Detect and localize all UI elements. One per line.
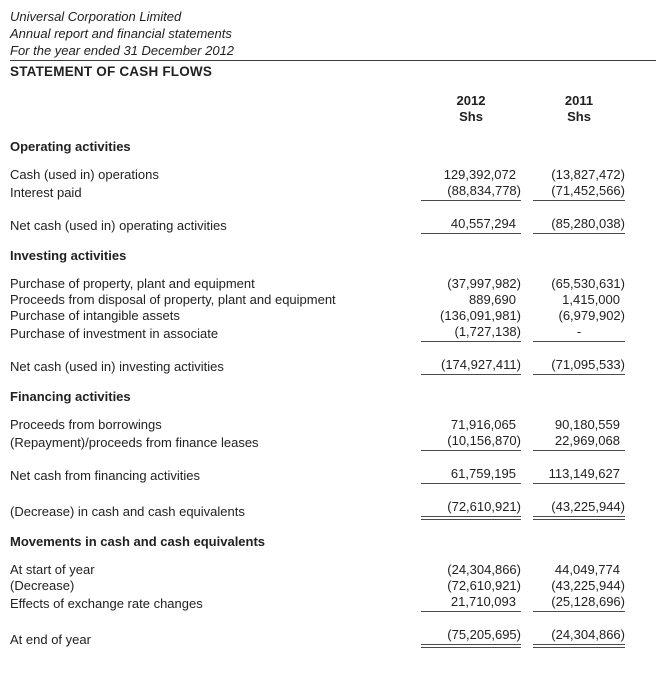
row-value-2011: (71,095,533) [533, 357, 625, 375]
row-value-2011: (6,979,902) [558, 308, 625, 323]
statement-section [10, 248, 656, 375]
row-label: At end of year [10, 632, 91, 647]
company-name: Universal Corporation Limited [10, 9, 182, 24]
row-label: Effects of exchange rate changes [10, 596, 203, 611]
row-value-2012: (136,091,981) [440, 308, 521, 323]
row-value-2012: 129,392,072 [443, 167, 516, 182]
section-rows [10, 562, 656, 648]
column-unit-2012: Shs [459, 109, 483, 124]
statement-row [10, 167, 625, 183]
row-label: Purchase of investment in associate [10, 326, 219, 341]
period-line: For the year ended 31 December 2012 [10, 43, 235, 58]
row-value-2011: 90,180,559 [554, 417, 620, 432]
section-heading: Financing activities [10, 389, 131, 404]
statement-row [10, 324, 625, 342]
row-value-2011: 22,969,068 [533, 433, 625, 451]
statement-body [10, 139, 656, 648]
row-value-2011: (25,128,696) [533, 594, 625, 612]
section-rows [10, 276, 656, 375]
row-value-2011: (24,304,866) [533, 627, 625, 648]
statement-row [10, 466, 625, 484]
row-value-2012: 71,916,065 [450, 417, 516, 432]
statement-row [10, 578, 625, 594]
row-label: Proceeds from disposal of property, plant and equipment [10, 292, 336, 307]
row-value-2011: (13,827,472) [551, 167, 625, 182]
statement-row [10, 627, 625, 648]
section-heading: Movements in cash and cash equivalents [10, 534, 266, 549]
report-name: Annual report and financial statements [10, 26, 232, 41]
row-value-2012: (72,610,921) [447, 578, 521, 593]
row-label: Purchase of property, plant and equipment [10, 276, 255, 291]
row-label: At start of year [10, 562, 95, 577]
page-title: STATEMENT OF CASH FLOWS [10, 64, 213, 79]
statement-row [10, 183, 625, 201]
column-year-2011: 2011 [564, 93, 594, 108]
statement-row [10, 594, 625, 612]
row-label: Proceeds from borrowings [10, 417, 162, 432]
statement-row [10, 292, 625, 308]
row-value-2012: 61,759,195 [421, 466, 521, 484]
column-year-2012: 2012 [456, 93, 486, 108]
row-label: (Repayment)/proceeds from finance leases [10, 435, 259, 450]
row-value-2011: 1,415,000 [562, 292, 620, 307]
row-value-2012: 889,690 [469, 292, 516, 307]
row-label: (Decrease) in cash and cash equivalents [10, 504, 245, 519]
row-value-2011: (65,530,631) [551, 276, 625, 291]
row-label: Net cash from financing activities [10, 468, 201, 483]
statement-row [10, 499, 625, 520]
document-header [10, 8, 656, 80]
row-value-2012: (88,834,778) [421, 183, 521, 201]
row-label: Net cash (used in) operating activities [10, 218, 227, 233]
column-unit-2011: Shs [567, 109, 591, 124]
statement-row [10, 357, 625, 375]
row-value-2012: 40,557,294 [421, 216, 521, 234]
row-value-2011: - [533, 324, 625, 342]
row-value-2012: (174,927,411) [421, 357, 521, 375]
statement-row [10, 433, 625, 451]
column-headers [10, 93, 625, 125]
row-value-2011: (85,280,038) [533, 216, 625, 234]
statement-section [10, 534, 656, 648]
statement-row [10, 276, 625, 292]
section-heading: Investing activities [10, 248, 127, 263]
row-value-2012: (75,205,695) [421, 627, 521, 648]
row-label: Interest paid [10, 185, 82, 200]
statement-section [10, 139, 656, 234]
row-value-2012: 21,710,093 [421, 594, 521, 612]
row-label: Net cash (used in) investing activities [10, 359, 224, 374]
row-value-2011: (71,452,566) [533, 183, 625, 201]
row-value-2012: (1,727,138) [421, 324, 521, 342]
row-label: Cash (used in) operations [10, 167, 159, 182]
statement-row [10, 216, 625, 234]
section-rows [10, 167, 656, 234]
statement-row [10, 562, 625, 578]
header-divider [10, 60, 656, 61]
row-value-2011: (43,225,944) [533, 499, 625, 520]
row-value-2011: 44,049,774 [554, 562, 620, 577]
row-value-2012: (72,610,921) [421, 499, 521, 520]
row-value-2011: (43,225,944) [551, 578, 625, 593]
row-value-2012: (24,304,866) [447, 562, 521, 577]
statement-row [10, 417, 625, 433]
statement-section [10, 389, 656, 520]
row-label: Purchase of intangible assets [10, 308, 180, 323]
row-value-2011: 113,149,627 [533, 466, 625, 484]
section-rows [10, 417, 656, 520]
row-value-2012: (37,997,982) [447, 276, 521, 291]
row-label: (Decrease) [10, 578, 75, 593]
statement-row [10, 308, 625, 324]
row-value-2012: (10,156,870) [421, 433, 521, 451]
section-heading: Operating activities [10, 139, 131, 154]
